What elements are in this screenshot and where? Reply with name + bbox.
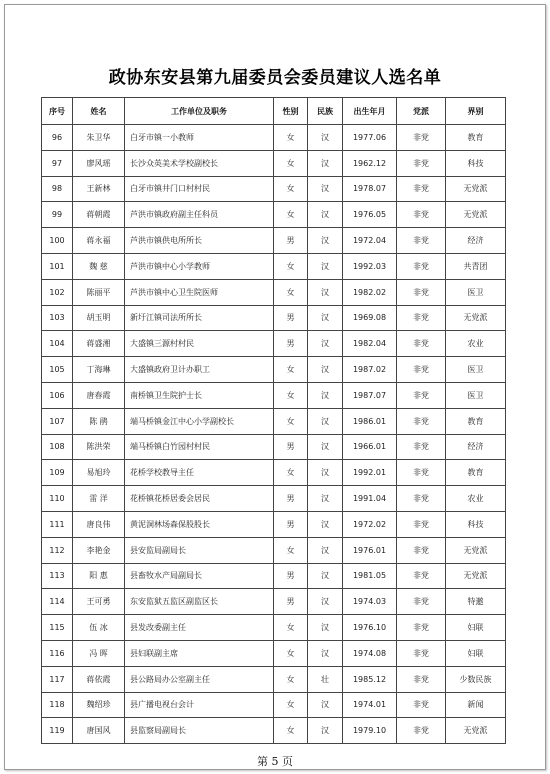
serial-cell: 108 <box>42 434 73 460</box>
serial-cell: 107 <box>42 408 73 434</box>
table-row <box>42 357 506 383</box>
name-cell: 蒋朝霞 <box>73 202 125 228</box>
sector-cell: 无党派 <box>446 537 506 563</box>
table-row <box>42 589 506 615</box>
workplace-cell: 县广播电视台会计 <box>125 692 274 718</box>
sector-cell: 医卫 <box>446 382 506 408</box>
serial-cell: 114 <box>42 589 73 615</box>
party-cell: 非党 <box>397 382 446 408</box>
header-gender: 性别 <box>274 98 308 125</box>
workplace-cell: 新圩江镇司法所所长 <box>125 305 274 331</box>
header-workplace: 工作单位及职务 <box>125 98 274 125</box>
ethnicity-cell: 汉 <box>308 511 343 537</box>
birth-cell: 1977.06 <box>343 125 397 151</box>
name-cell: 丁海琳 <box>73 357 125 383</box>
candidate-table <box>41 97 506 744</box>
serial-cell: 112 <box>42 537 73 563</box>
birth-cell: 1987.02 <box>343 357 397 383</box>
workplace-cell: 大盛镇政府卫计办职工 <box>125 357 274 383</box>
serial-cell: 96 <box>42 125 73 151</box>
sector-cell: 科技 <box>446 511 506 537</box>
ethnicity-cell: 汉 <box>308 176 343 202</box>
birth-cell: 1982.04 <box>343 331 397 357</box>
sector-cell: 医卫 <box>446 279 506 305</box>
table-row <box>42 202 506 228</box>
document-page <box>4 4 546 770</box>
workplace-cell: 芦洪市镇中心卫生院医师 <box>125 279 274 305</box>
birth-cell: 1987.07 <box>343 382 397 408</box>
party-cell: 非党 <box>397 305 446 331</box>
sector-cell: 教育 <box>446 125 506 151</box>
page-number: 第 5 页 <box>257 755 293 768</box>
party-cell: 非党 <box>397 176 446 202</box>
party-cell: 非党 <box>397 228 446 254</box>
party-cell: 非党 <box>397 692 446 718</box>
ethnicity-cell: 汉 <box>308 150 343 176</box>
gender-cell: 男 <box>274 563 308 589</box>
ethnicity-cell: 汉 <box>308 305 343 331</box>
serial-cell: 99 <box>42 202 73 228</box>
name-cell: 唐春霞 <box>73 382 125 408</box>
party-cell: 非党 <box>397 408 446 434</box>
serial-cell: 109 <box>42 460 73 486</box>
birth-cell: 1969.08 <box>343 305 397 331</box>
birth-cell: 1974.01 <box>343 692 397 718</box>
name-cell: 魏 慈 <box>73 253 125 279</box>
birth-cell: 1985.12 <box>343 666 397 692</box>
name-cell: 易旭玲 <box>73 460 125 486</box>
sector-cell: 教育 <box>446 408 506 434</box>
birth-cell: 1972.02 <box>343 511 397 537</box>
workplace-cell: 县监察局副局长 <box>125 718 274 744</box>
table-row <box>42 253 506 279</box>
birth-cell: 1976.01 <box>343 537 397 563</box>
name-cell: 王可勇 <box>73 589 125 615</box>
gender-cell: 女 <box>274 357 308 383</box>
ethnicity-cell: 汉 <box>308 331 343 357</box>
name-cell: 朱卫华 <box>73 125 125 151</box>
table-row <box>42 305 506 331</box>
serial-cell: 100 <box>42 228 73 254</box>
birth-cell: 1978.07 <box>343 176 397 202</box>
sector-cell: 科技 <box>446 150 506 176</box>
party-cell: 非党 <box>397 253 446 279</box>
party-cell: 非党 <box>397 537 446 563</box>
name-cell: 魏绍珍 <box>73 692 125 718</box>
party-cell: 非党 <box>397 589 446 615</box>
name-cell: 廖风瑶 <box>73 150 125 176</box>
gender-cell: 男 <box>274 228 308 254</box>
party-cell: 非党 <box>397 615 446 641</box>
name-cell: 唐国风 <box>73 718 125 744</box>
sector-cell: 无党派 <box>446 305 506 331</box>
gender-cell: 女 <box>274 615 308 641</box>
table-header-row <box>42 98 506 125</box>
gender-cell: 女 <box>274 253 308 279</box>
name-cell: 伍 冰 <box>73 615 125 641</box>
party-cell: 非党 <box>397 486 446 512</box>
ethnicity-cell: 汉 <box>308 279 343 305</box>
gender-cell: 女 <box>274 692 308 718</box>
gender-cell: 男 <box>274 331 308 357</box>
sector-cell: 无党派 <box>446 718 506 744</box>
serial-cell: 103 <box>42 305 73 331</box>
ethnicity-cell: 汉 <box>308 460 343 486</box>
birth-cell: 1976.05 <box>343 202 397 228</box>
workplace-cell: 芦洪市镇供电所所长 <box>125 228 274 254</box>
workplace-cell: 芦洪市镇政府副主任科员 <box>125 202 274 228</box>
sector-cell: 无党派 <box>446 176 506 202</box>
sector-cell: 共青团 <box>446 253 506 279</box>
birth-cell: 1986.01 <box>343 408 397 434</box>
ethnicity-cell: 汉 <box>308 434 343 460</box>
workplace-cell: 白牙市镇一小教师 <box>125 125 274 151</box>
birth-cell: 1992.03 <box>343 253 397 279</box>
workplace-cell: 县公路局办公室副主任 <box>125 666 274 692</box>
table-row <box>42 408 506 434</box>
gender-cell: 女 <box>274 408 308 434</box>
sector-cell: 教育 <box>446 460 506 486</box>
birth-cell: 1982.02 <box>343 279 397 305</box>
serial-cell: 118 <box>42 692 73 718</box>
party-cell: 非党 <box>397 563 446 589</box>
birth-cell: 1966.01 <box>343 434 397 460</box>
workplace-cell: 县妇联副主席 <box>125 640 274 666</box>
ethnicity-cell: 汉 <box>308 357 343 383</box>
workplace-cell: 花桥学校教导主任 <box>125 460 274 486</box>
gender-cell: 女 <box>274 150 308 176</box>
workplace-cell: 端马桥镇白竹园村村民 <box>125 434 274 460</box>
gender-cell: 女 <box>274 718 308 744</box>
serial-cell: 106 <box>42 382 73 408</box>
table-row <box>42 331 506 357</box>
table-row <box>42 511 506 537</box>
party-cell: 非党 <box>397 279 446 305</box>
ethnicity-cell: 汉 <box>308 640 343 666</box>
serial-cell: 104 <box>42 331 73 357</box>
birth-cell: 1992.01 <box>343 460 397 486</box>
gender-cell: 女 <box>274 666 308 692</box>
name-cell: 陈洪荣 <box>73 434 125 460</box>
name-cell: 胡玉明 <box>73 305 125 331</box>
party-cell: 非党 <box>397 666 446 692</box>
sector-cell: 经济 <box>446 434 506 460</box>
header-party: 党派 <box>397 98 446 125</box>
workplace-cell: 白牙市镇井门口村村民 <box>125 176 274 202</box>
table-row <box>42 615 506 641</box>
ethnicity-cell: 汉 <box>308 563 343 589</box>
workplace-cell: 大盛镇三源村村民 <box>125 331 274 357</box>
ethnicity-cell: 汉 <box>308 408 343 434</box>
name-cell: 蒋依霞 <box>73 666 125 692</box>
name-cell: 阳 惠 <box>73 563 125 589</box>
sector-cell: 无党派 <box>446 563 506 589</box>
name-cell: 蒋盛湘 <box>73 331 125 357</box>
header-name: 姓名 <box>73 98 125 125</box>
workplace-cell: 长沙众英美术学校副校长 <box>125 150 274 176</box>
serial-cell: 110 <box>42 486 73 512</box>
name-cell: 陈 鹃 <box>73 408 125 434</box>
sector-cell: 妇联 <box>446 615 506 641</box>
table-row <box>42 382 506 408</box>
table-row <box>42 434 506 460</box>
table-row <box>42 718 506 744</box>
table-row <box>42 460 506 486</box>
gender-cell: 男 <box>274 511 308 537</box>
party-cell: 非党 <box>397 357 446 383</box>
sector-cell: 医卫 <box>446 357 506 383</box>
sector-cell: 特邀 <box>446 589 506 615</box>
table-row <box>42 563 506 589</box>
header-birth: 出生年月 <box>343 98 397 125</box>
serial-cell: 97 <box>42 150 73 176</box>
gender-cell: 女 <box>274 460 308 486</box>
ethnicity-cell: 汉 <box>308 692 343 718</box>
party-cell: 非党 <box>397 125 446 151</box>
serial-cell: 113 <box>42 563 73 589</box>
party-cell: 非党 <box>397 331 446 357</box>
header-sector: 界别 <box>446 98 506 125</box>
ethnicity-cell: 汉 <box>308 537 343 563</box>
party-cell: 非党 <box>397 434 446 460</box>
birth-cell: 1979.10 <box>343 718 397 744</box>
table-row <box>42 228 506 254</box>
serial-cell: 119 <box>42 718 73 744</box>
ethnicity-cell: 壮 <box>308 666 343 692</box>
birth-cell: 1974.03 <box>343 589 397 615</box>
name-cell: 李艳金 <box>73 537 125 563</box>
name-cell: 雷 洋 <box>73 486 125 512</box>
birth-cell: 1991.04 <box>343 486 397 512</box>
ethnicity-cell: 汉 <box>308 125 343 151</box>
workplace-cell: 南桥镇卫生院护士长 <box>125 382 274 408</box>
serial-cell: 116 <box>42 640 73 666</box>
party-cell: 非党 <box>397 640 446 666</box>
party-cell: 非党 <box>397 718 446 744</box>
name-cell: 冯 晖 <box>73 640 125 666</box>
sector-cell: 妇联 <box>446 640 506 666</box>
header-ethnicity: 民族 <box>308 98 343 125</box>
serial-cell: 102 <box>42 279 73 305</box>
serial-cell: 98 <box>42 176 73 202</box>
ethnicity-cell: 汉 <box>308 615 343 641</box>
serial-cell: 105 <box>42 357 73 383</box>
birth-cell: 1981.05 <box>343 563 397 589</box>
party-cell: 非党 <box>397 202 446 228</box>
gender-cell: 男 <box>274 589 308 615</box>
sector-cell: 经济 <box>446 228 506 254</box>
table-row <box>42 150 506 176</box>
table-row <box>42 176 506 202</box>
ethnicity-cell: 汉 <box>308 718 343 744</box>
sector-cell: 农业 <box>446 486 506 512</box>
gender-cell: 女 <box>274 382 308 408</box>
ethnicity-cell: 汉 <box>308 253 343 279</box>
gender-cell: 女 <box>274 176 308 202</box>
gender-cell: 男 <box>274 486 308 512</box>
gender-cell: 男 <box>274 305 308 331</box>
workplace-cell: 县发改委副主任 <box>125 615 274 641</box>
party-cell: 非党 <box>397 150 446 176</box>
sector-cell: 无党派 <box>446 202 506 228</box>
ethnicity-cell: 汉 <box>308 589 343 615</box>
workplace-cell: 芦洪市镇中心小学教师 <box>125 253 274 279</box>
gender-cell: 女 <box>274 125 308 151</box>
ethnicity-cell: 汉 <box>308 382 343 408</box>
name-cell: 唐良伟 <box>73 511 125 537</box>
sector-cell: 新闻 <box>446 692 506 718</box>
ethnicity-cell: 汉 <box>308 486 343 512</box>
birth-cell: 1974.08 <box>343 640 397 666</box>
serial-cell: 115 <box>42 615 73 641</box>
table-row <box>42 537 506 563</box>
workplace-cell: 花桥镇花桥居委会居民 <box>125 486 274 512</box>
sector-cell: 少数民族 <box>446 666 506 692</box>
table-row <box>42 125 506 151</box>
sector-cell: 农业 <box>446 331 506 357</box>
gender-cell: 女 <box>274 202 308 228</box>
header-serial: 序号 <box>42 98 73 125</box>
workplace-cell: 端马桥镇金江中心小学副校长 <box>125 408 274 434</box>
name-cell: 蒋永福 <box>73 228 125 254</box>
gender-cell: 女 <box>274 537 308 563</box>
serial-cell: 117 <box>42 666 73 692</box>
table-row <box>42 640 506 666</box>
table-body <box>42 125 506 744</box>
birth-cell: 1972.04 <box>343 228 397 254</box>
table-row <box>42 666 506 692</box>
workplace-cell: 县安监局副局长 <box>125 537 274 563</box>
workplace-cell: 东安监狱五监区副监区长 <box>125 589 274 615</box>
serial-cell: 111 <box>42 511 73 537</box>
birth-cell: 1976.10 <box>343 615 397 641</box>
name-cell: 陈丽平 <box>73 279 125 305</box>
party-cell: 非党 <box>397 511 446 537</box>
gender-cell: 女 <box>274 279 308 305</box>
birth-cell: 1962.12 <box>343 150 397 176</box>
workplace-cell: 黄泥洞林场森保股股长 <box>125 511 274 537</box>
gender-cell: 男 <box>274 434 308 460</box>
ethnicity-cell: 汉 <box>308 228 343 254</box>
name-cell: 王新林 <box>73 176 125 202</box>
document-title: 政协东安县第九届委员会委员建议人选名单 <box>108 68 442 88</box>
serial-cell: 101 <box>42 253 73 279</box>
gender-cell: 女 <box>274 640 308 666</box>
table-row <box>42 486 506 512</box>
table-row <box>42 279 506 305</box>
table-row <box>42 692 506 718</box>
party-cell: 非党 <box>397 460 446 486</box>
ethnicity-cell: 汉 <box>308 202 343 228</box>
workplace-cell: 县畜牧水产局副局长 <box>125 563 274 589</box>
